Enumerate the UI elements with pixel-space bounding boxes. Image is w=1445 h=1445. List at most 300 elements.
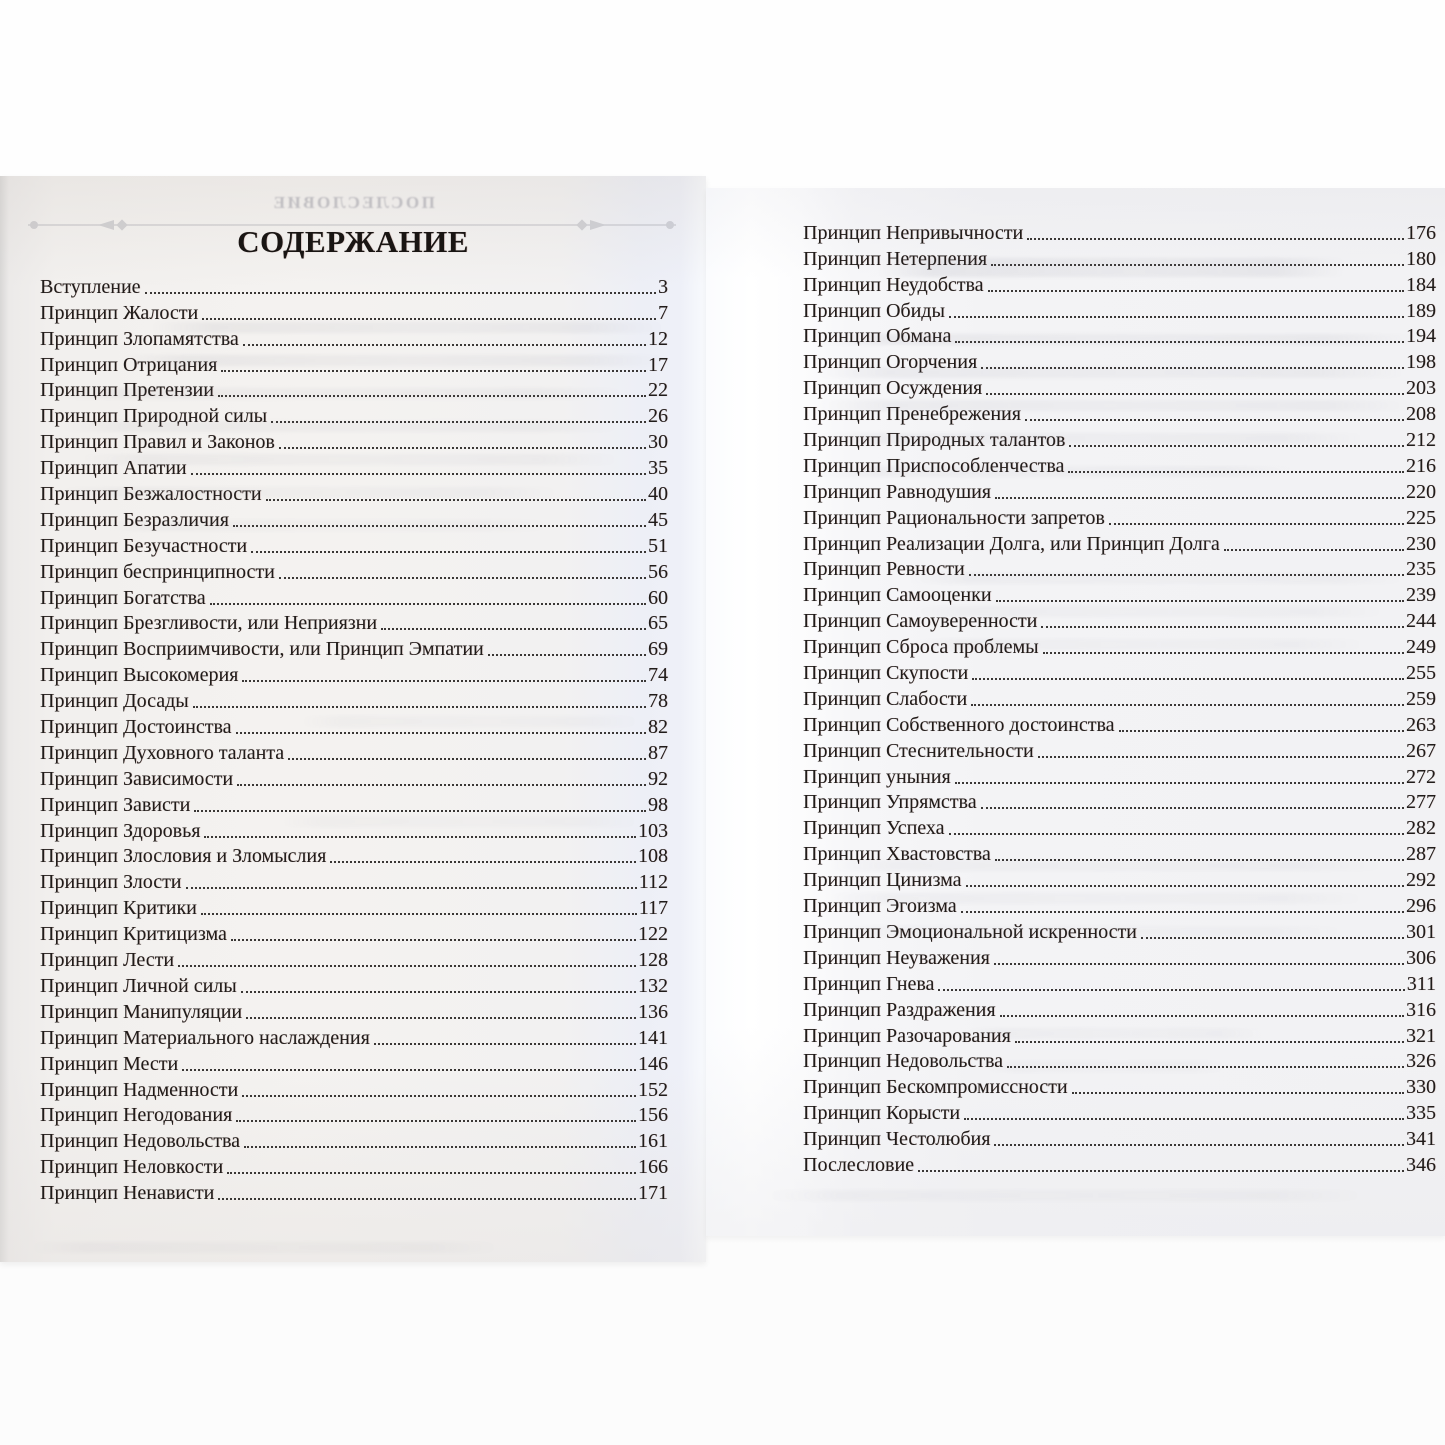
toc-entry [40,1152,668,1178]
toc-entry-page-number: 244 [1406,610,1436,633]
dot-leader [221,370,646,372]
dot-leader [1038,756,1404,758]
dot-leader [178,965,636,967]
toc-entry-page-number: 12 [648,327,668,350]
toc-entry [803,322,1436,348]
dot-leader [972,678,1404,680]
dot-leader [191,473,646,475]
toc-entry-label: Принцип Неуважения [803,946,990,969]
dot-leader [279,577,646,579]
toc-entry-label: Принцип Разочарования [803,1024,1011,1047]
right-page [706,188,1445,1236]
toc-entry-label: Принцип Претензии [40,379,214,402]
toc-entry [803,580,1436,606]
dot-leader [961,911,1404,913]
toc-entry-label: Принцип Недовольства [40,1130,241,1153]
toc-entry-page-number: 311 [1406,972,1436,995]
dot-leader [995,497,1404,499]
toc-entry-page-number: 259 [1406,687,1436,710]
toc-entry-label: Принцип Бескомпромиссности [803,1076,1068,1099]
dot-leader [204,836,636,838]
dot-leader [218,395,646,397]
toc-entry [803,1072,1436,1098]
dot-leader [964,1118,1404,1120]
toc-entry-label: Принцип Приспособленчества [803,454,1065,477]
dot-leader [279,447,646,449]
toc-entry-label: Принцип Стеснительности [803,739,1034,762]
toc-entry-label: Принцип Сброса проблемы [803,636,1039,659]
toc-entry [803,296,1436,322]
toc-entry [40,686,668,712]
toc-entry-page-number: 194 [1406,325,1436,348]
dot-leader [966,885,1404,887]
toc-entry-label: Принцип Самооценки [803,584,992,607]
toc-column-right [803,218,1436,1176]
toc-entry-page-number: 117 [638,897,668,920]
toc-entry-page-number: 208 [1406,403,1436,426]
toc-entry [40,557,668,583]
toc-entry-page-number: 56 [648,560,668,583]
toc-entry-label: Принцип Лести [40,949,175,972]
toc-entry-label: Принцип Личной силы [40,974,237,997]
toc-entry-page-number: 272 [1406,765,1436,788]
toc-entry-page-number: 40 [648,483,668,506]
dot-leader [236,1120,636,1122]
toc-entry-label: Принцип Неудобства [803,273,984,296]
toc-entry [40,971,668,997]
toc-entry-label: Принцип Безучастности [40,534,248,557]
dot-leader [1043,652,1404,654]
toc-entry-page-number: 7 [658,301,668,324]
toc-entry-page-number: 35 [648,457,668,480]
toc-entry [803,813,1436,839]
toc-entry-label: Принцип уныния [803,765,951,788]
dot-leader [949,833,1404,835]
toc-entry-label: Принцип Обиды [803,299,945,322]
toc-entry-label: Принцип Материального наслаждения [40,1026,370,1049]
page-title: СОДЕРЖАНИЕ [237,224,469,259]
toc-entry [40,919,668,945]
toc-entry [803,399,1436,425]
toc-entry-page-number: 132 [638,974,668,997]
dot-leader [236,732,646,734]
dot-leader [918,1170,1404,1172]
toc-entry [40,583,668,609]
toc-entry [803,425,1436,451]
dot-leader [1224,549,1404,551]
bleed-through-smudge [766,1190,1366,1201]
dot-leader [1069,445,1404,447]
toc-entry [40,427,668,453]
toc-entry [803,658,1436,684]
dot-leader [981,807,1404,809]
toc-entry [803,1150,1436,1176]
toc-entry-page-number: 108 [638,845,668,868]
toc-entry-label: Принцип Критики [40,897,197,920]
toc-entry-label: Принцип Упрямства [803,791,977,814]
toc-entry [803,477,1436,503]
toc-entry [803,943,1436,969]
toc-entry-page-number: 60 [648,586,668,609]
dot-leader [1119,730,1404,732]
toc-entry [40,272,668,298]
dot-leader [145,292,656,294]
toc-entry-page-number: 249 [1406,636,1436,659]
toc-entry-page-number: 184 [1406,273,1436,296]
toc-entry [803,218,1436,244]
dot-leader [955,341,1404,343]
toc-entry [40,738,668,764]
toc-entry [40,867,668,893]
toc-entry-page-number: 239 [1406,584,1436,607]
toc-entry-label: Принцип Природной силы [40,405,268,428]
dot-leader [969,574,1404,576]
toc-entry [803,969,1436,995]
toc-entry-label: Вступление [40,275,141,298]
dot-leader [244,1146,636,1148]
toc-entry-label: Принцип Надменности [40,1078,239,1101]
toc-entry [40,1101,668,1127]
dot-leader [241,991,636,993]
toc-entry [40,1049,668,1075]
dot-leader [381,628,646,630]
toc-entry-label: Принцип Раздражения [803,998,996,1021]
toc-entry-page-number: 277 [1406,791,1436,814]
toc-entry-page-number: 330 [1406,1076,1436,1099]
toc-entry-label: Принцип Хвастовства [803,843,991,866]
toc-entry-label: Принцип Злословия и Зломыслия [40,845,327,868]
dot-leader [330,861,636,863]
dot-leader [1015,1041,1404,1043]
toc-entry [803,503,1436,529]
toc-entry-page-number: 17 [648,353,668,376]
toc-entry-page-number: 146 [638,1052,668,1075]
toc-entry [40,1075,668,1101]
dot-leader [1000,1015,1404,1017]
toc-entry-label: Принцип Мести [40,1052,179,1075]
toc-entry-page-number: 74 [648,664,668,687]
toc-entry-page-number: 65 [648,612,668,635]
toc-entry-label: Принцип Достоинства [40,716,232,739]
toc-entry-page-number: 128 [638,949,668,972]
toc-entry-page-number: 267 [1406,739,1436,762]
toc-entry-page-number: 78 [648,690,668,713]
toc-entry-page-number: 141 [638,1026,668,1049]
toc-entry [803,1021,1436,1047]
toc-entry-page-number: 292 [1406,869,1436,892]
toc-entry-label: Принцип Критицизма [40,923,227,946]
toc-entry [803,865,1436,891]
toc-entry-page-number: 225 [1406,506,1436,529]
dot-leader [994,1144,1404,1146]
toc-entry-page-number: 235 [1406,558,1436,581]
toc-entry [40,893,668,919]
toc-entry [803,555,1436,581]
toc-entry-page-number: 301 [1406,920,1436,943]
dot-leader [955,782,1404,784]
toc-entry-page-number: 152 [638,1078,668,1101]
dot-leader [237,784,646,786]
toc-entry-label: Принцип Эгоизма [803,895,957,918]
toc-entry [803,347,1436,373]
toc-entry-page-number: 22 [648,379,668,402]
toc-entry-page-number: 136 [638,1000,668,1023]
toc-entry-page-number: 171 [638,1182,668,1205]
toc-entry-label: Принцип Правил и Законов [40,431,275,454]
dot-leader [242,680,646,682]
toc-entry-page-number: 176 [1406,221,1436,244]
dot-leader [981,367,1404,369]
toc-entry-page-number: 92 [648,767,668,790]
toc-entry-label: Принцип Высокомерия [40,664,239,687]
toc-entry-page-number: 255 [1406,662,1436,685]
toc-entry-label: Принцип Досады [40,690,189,713]
toc-entry-label: Принцип Обмана [803,325,952,348]
toc-entry-page-number: 296 [1406,895,1436,918]
toc-entry-label: Принцип Негодования [40,1104,233,1127]
bleed-through-smudge [30,1242,500,1253]
toc-entry-label: Принцип Брезгливости, или Неприязни [40,612,378,635]
toc-entry-label: Принцип Равнодушия [803,480,992,503]
toc-entry-label: Принцип Реализации Долга, или Принцип Долга [803,532,1220,555]
dot-leader [1072,1092,1404,1094]
toc-entry-page-number: 346 [1406,1153,1436,1176]
toc-entry [803,270,1436,296]
dot-leader [186,887,637,889]
toc-entry-label: Послесловие [803,1153,915,1176]
toc-entry [40,453,668,479]
toc-entry-page-number: 216 [1406,454,1436,477]
toc-entry [803,529,1436,555]
toc-entry-label: Принцип Апатии [40,457,187,480]
dot-leader [1109,523,1404,525]
toc-entry [40,350,668,376]
dot-leader [991,264,1404,266]
toc-entry-page-number: 69 [648,638,668,661]
toc-entry-label: Принцип Гнева [803,972,935,995]
dot-leader [971,704,1404,706]
toc-entry-page-number: 87 [648,741,668,764]
toc-entry [40,376,668,402]
toc-entry [40,401,668,427]
toc-entry-label: Принцип Здоровья [40,819,201,842]
toc-entry-label: Принцип Злопамятства [40,327,239,350]
dot-leader [994,963,1404,965]
dot-leader [194,810,646,812]
toc-entry [803,451,1436,477]
toc-entry-label: Принцип Осуждения [803,377,983,400]
toc-entry [40,945,668,971]
toc-entry [803,373,1436,399]
toc-entry-page-number: 282 [1406,817,1436,840]
toc-entry-page-number: 3 [658,275,668,298]
dot-leader [988,290,1404,292]
dot-leader [193,706,646,708]
toc-entry-page-number: 321 [1406,1024,1436,1047]
dot-leader [488,654,646,656]
toc-entry-page-number: 189 [1406,299,1436,322]
toc-entry-label: Принцип Рациональности запретов [803,506,1105,529]
toc-entry-label: Принцип Злости [40,871,182,894]
toc-entry-page-number: 82 [648,716,668,739]
toc-entry-page-number: 341 [1406,1128,1436,1151]
toc-entry [803,839,1436,865]
dot-leader [288,758,646,760]
toc-entry-page-number: 198 [1406,351,1436,374]
toc-entry [40,660,668,686]
dot-leader [986,393,1404,395]
toc-entry-label: Принцип беспринципности [40,560,275,583]
toc-entry-label: Принцип Безжалостности [40,483,262,506]
dot-leader [251,551,646,553]
toc-entry-page-number: 112 [638,871,668,894]
toc-entry [803,1047,1436,1073]
dot-leader [995,859,1404,861]
toc-entry [803,1098,1436,1124]
dot-leader [1141,937,1404,939]
toc-entry-label: Принцип Отрицания [40,353,218,376]
toc-entry-label: Принцип Непривычности [803,221,1024,244]
toc-entry [40,609,668,635]
toc-entry [40,764,668,790]
toc-entry [40,842,668,868]
dot-leader [1025,419,1404,421]
toc-entry-label: Принцип Слабости [803,687,968,710]
dot-leader [243,344,646,346]
toc-entry-page-number: 98 [648,793,668,816]
toc-entry-label: Принцип Зависти [40,793,191,816]
toc-entry-label: Принцип Эмоциональной искренности [803,920,1137,943]
toc-entry [40,790,668,816]
toc-entry-page-number: 122 [638,923,668,946]
toc-entry-page-number: 45 [648,508,668,531]
toc-entry-page-number: 51 [648,534,668,557]
toc-column-left [40,272,668,1204]
toc-entry-page-number: 220 [1406,480,1436,503]
toc-entry [40,1126,668,1152]
toc-entry-page-number: 166 [638,1156,668,1179]
toc-entry [803,736,1436,762]
toc-entry [803,995,1436,1021]
toc-entry-label: Принцип Нетерпения [803,247,988,270]
toc-entry-label: Принцип Самоуверенности [803,610,1038,633]
toc-entry [40,1023,668,1049]
toc-entry-page-number: 212 [1406,429,1436,452]
toc-entry-page-number: 161 [638,1130,668,1153]
toc-entry-page-number: 263 [1406,713,1436,736]
dot-leader [949,316,1404,318]
toc-entry-label: Принцип Корысти [803,1102,961,1125]
toc-entry [803,606,1436,632]
toc-entry-label: Принцип Собственного достоинства [803,713,1115,736]
toc-entry-label: Принцип Успеха [803,817,945,840]
toc-entry [40,816,668,842]
left-page [0,176,706,1262]
toc-entry-label: Принцип Ненависти [40,1182,215,1205]
toc-entry-page-number: 103 [638,819,668,842]
dot-leader [1027,238,1404,240]
toc-entry-label: Принцип Жалости [40,301,199,324]
toc-entry-page-number: 180 [1406,247,1436,270]
toc-entry-label: Принцип Скупости [803,662,969,685]
toc-entry-label: Принцип Честолюбия [803,1128,991,1151]
toc-entry-page-number: 203 [1406,377,1436,400]
dot-leader [242,1095,636,1097]
toc-entry-label: Принцип Ревности [803,558,965,581]
dot-leader [202,318,656,320]
toc-entry-label: Принцип Цинизма [803,869,962,892]
toc-entry-label: Принцип Безразличия [40,508,229,531]
toc-entry [40,634,668,660]
toc-entry [40,531,668,557]
toc-entry-label: Принцип Зависимости [40,767,234,790]
toc-entry [40,505,668,531]
dot-leader [210,603,646,605]
toc-entry-label: Принцип Манипуляции [40,1000,243,1023]
toc-entry [40,712,668,738]
dot-leader [374,1043,636,1045]
toc-entry [40,324,668,350]
toc-entry-label: Принцип Духовного таланта [40,741,285,764]
toc-entry-label: Принцип Недовольства [803,1050,1004,1073]
toc-entry [803,891,1436,917]
toc-entry-page-number: 230 [1406,532,1436,555]
dot-leader [271,421,646,423]
toc-entry [803,244,1436,270]
toc-entry [40,479,668,505]
dot-leader [266,499,646,501]
dot-leader [233,525,646,527]
toc-entry-label: Принцип Пренебрежения [803,403,1021,426]
toc-entry [40,1178,668,1204]
toc-entry-label: Принцип Природных талантов [803,429,1066,452]
toc-entry [803,788,1436,814]
toc-entry-page-number: 287 [1406,843,1436,866]
dot-leader [996,600,1404,602]
toc-entry-page-number: 326 [1406,1050,1436,1073]
dot-leader [182,1069,636,1071]
dot-leader [1041,626,1404,628]
toc-entry [803,684,1436,710]
toc-entry [803,917,1436,943]
toc-entry [40,997,668,1023]
toc-entry-label: Принцип Неловкости [40,1156,224,1179]
toc-entry-label: Принцип Огорчения [803,351,978,374]
toc-entry-page-number: 306 [1406,946,1436,969]
toc-entry [40,298,668,324]
toc-entry-page-number: 335 [1406,1102,1436,1125]
toc-entry [803,762,1436,788]
dot-leader [227,1172,636,1174]
toc-entry [803,632,1436,658]
toc-entry-page-number: 316 [1406,998,1436,1021]
toc-entry-label: Принцип Богатства [40,586,206,609]
dot-leader [201,913,637,915]
dot-leader [231,939,636,941]
dot-leader [1007,1066,1404,1068]
toc-entry-label: Принцип Восприимчивости, или Принцип Эмпатии [40,638,484,661]
toc-entry [803,1124,1436,1150]
toc-entry [803,710,1436,736]
toc-entry-page-number: 26 [648,405,668,428]
dot-leader [218,1198,636,1200]
toc-entry-page-number: 30 [648,431,668,454]
bleed-through-header: ПОСЛЕСЛОВИЕ [271,193,435,212]
dot-leader [1068,471,1404,473]
dot-leader [938,989,1404,991]
dot-leader [246,1017,636,1019]
toc-entry-page-number: 156 [638,1104,668,1127]
